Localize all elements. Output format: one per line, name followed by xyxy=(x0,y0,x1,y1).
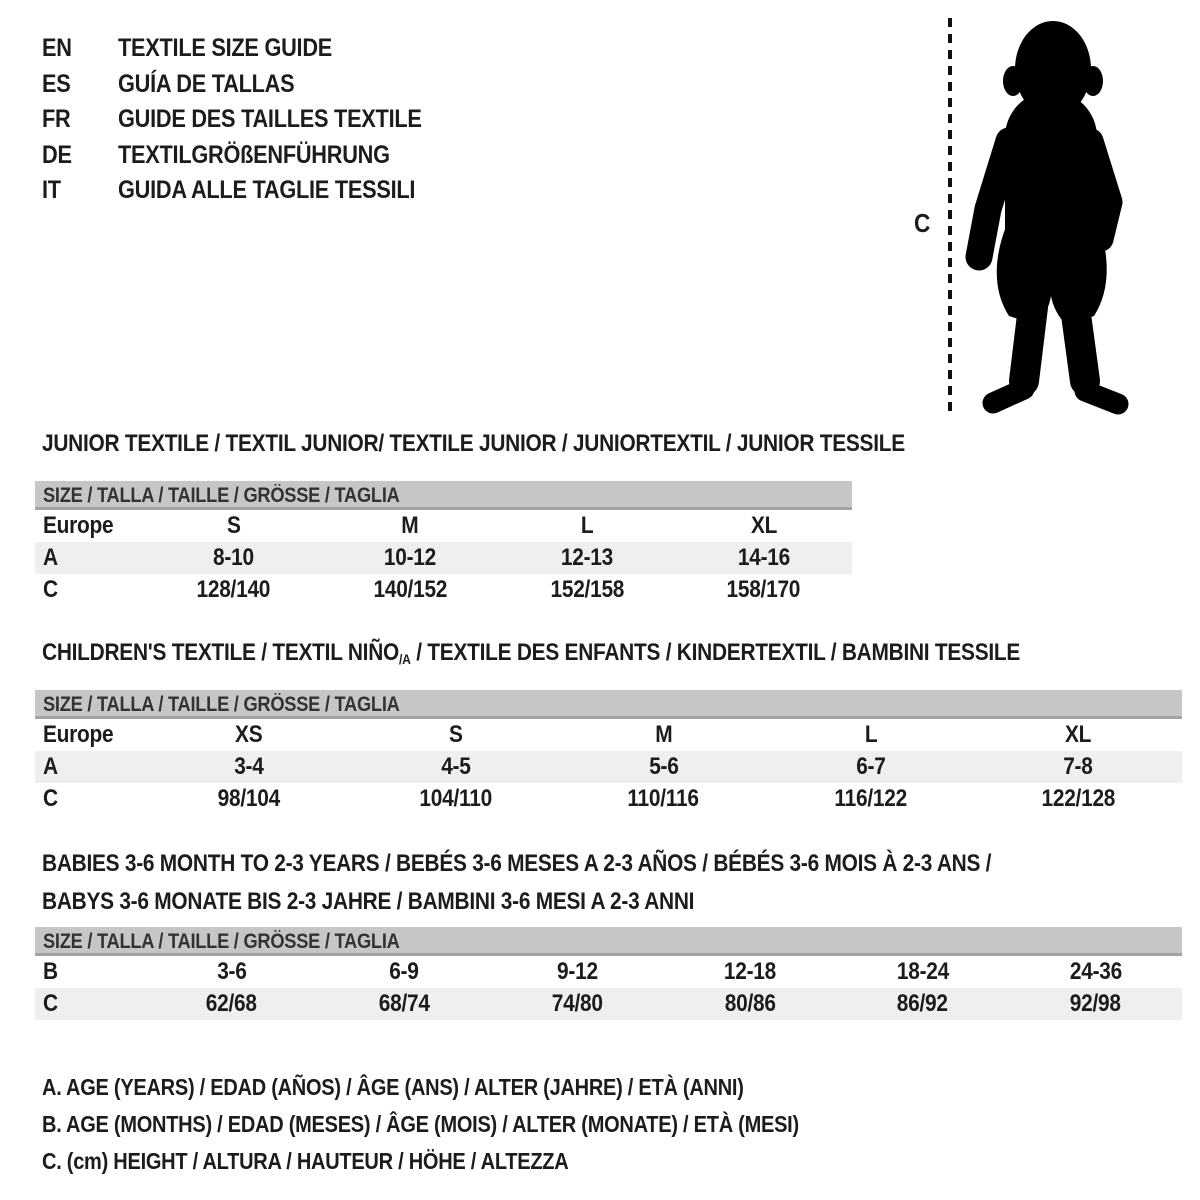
months-cell: 18-24 xyxy=(896,958,949,985)
legend-footnotes xyxy=(42,1069,912,1180)
age-cell: 4-5 xyxy=(441,753,471,780)
table-row-europe xyxy=(35,719,1182,751)
table-row-months xyxy=(35,956,1182,988)
table-row-europe xyxy=(35,510,852,542)
size-cell: XL xyxy=(750,512,777,539)
guide-title: TEXTILGRÖßENFÜHRUNG xyxy=(118,140,390,169)
junior-size-table xyxy=(35,481,852,606)
guide-title: GUIDE DES TAILLES TEXTILE xyxy=(118,105,422,134)
age-cell: 6-7 xyxy=(856,753,886,780)
nino-a-subscript: /A xyxy=(399,651,411,667)
height-cell: 158/170 xyxy=(726,576,801,603)
language-code: FR xyxy=(42,105,71,134)
table-row-age xyxy=(35,542,852,574)
size-cell: L xyxy=(864,721,878,748)
size-cell: S xyxy=(449,721,463,748)
language-code: ES xyxy=(42,69,71,98)
children-section-heading: CHILDREN'S TEXTILE / TEXTIL NIÑO/A / TEXTILE DES ENFANTS / KINDERTEXTIL / BAMBINI TESSILE xyxy=(42,639,1021,667)
row-label: C xyxy=(43,785,58,812)
height-measure-dashed-line xyxy=(948,18,952,417)
months-cell: 12-18 xyxy=(723,958,776,985)
guide-title: GUÍA DE TALLAS xyxy=(118,69,295,98)
height-cell: 116/122 xyxy=(834,785,908,812)
table-row-height xyxy=(35,988,1182,1020)
row-label: A xyxy=(43,544,58,571)
table-row-height xyxy=(35,783,1182,815)
row-label: A xyxy=(43,753,58,780)
height-cell: 152/158 xyxy=(550,576,624,603)
size-cell: L xyxy=(580,512,594,539)
height-cell: 140/152 xyxy=(373,576,447,603)
row-label: B xyxy=(43,958,58,985)
height-cell: 92/98 xyxy=(1070,990,1122,1017)
language-row-de xyxy=(42,138,467,174)
language-row-en xyxy=(42,31,467,67)
age-cell: 8-10 xyxy=(212,544,254,571)
height-cell: 104/110 xyxy=(419,785,493,812)
months-cell: 24-36 xyxy=(1069,958,1122,985)
height-cell: 110/116 xyxy=(627,785,700,812)
table-row-height xyxy=(35,574,852,606)
language-code: DE xyxy=(42,140,72,169)
size-cell: XS xyxy=(235,721,263,748)
language-title-list xyxy=(42,31,467,209)
footnote-height-cm: C. (cm) HEIGHT / ALTURA / HAUTEUR / HÖHE / ALTEZZA xyxy=(42,1148,569,1174)
guide-title: TEXTILE SIZE GUIDE xyxy=(118,34,333,63)
age-cell: 3-4 xyxy=(233,753,264,780)
footnote-age-months: B. AGE (MONTHS) / EDAD (MESES) / ÂGE (MOIS) / ALTER (MONATE) / ETÀ (MESI) xyxy=(42,1111,799,1137)
size-header-bar: SIZE / TALLA / TAILLE / GRÖSSE / TAGLIA xyxy=(35,927,1182,956)
language-row-fr xyxy=(42,102,467,138)
height-cell: 86/92 xyxy=(897,990,949,1017)
height-measure-label: C xyxy=(914,208,931,238)
size-header-bar: SIZE / TALLA / TAILLE / GRÖSSE / TAGLIA xyxy=(35,690,1182,719)
size-cell: S xyxy=(226,512,241,539)
baby-silhouette-icon xyxy=(963,18,1138,420)
footnote-age-years: A. AGE (YEARS) / EDAD (AÑOS) / ÂGE (ANS) / ALTER (JAHRE) / ETÀ (ANNI) xyxy=(42,1074,744,1100)
height-cell: 74/80 xyxy=(551,990,603,1017)
row-label: C xyxy=(43,576,58,603)
height-cell: 122/128 xyxy=(1041,785,1116,812)
months-cell: 3-6 xyxy=(216,958,247,985)
height-cell: 62/68 xyxy=(205,990,257,1017)
age-cell: 5-6 xyxy=(648,753,679,780)
age-cell: 10-12 xyxy=(384,544,437,571)
babies-section-heading: BABIES 3-6 MONTH TO 2-3 YEARS / BEBÉS 3-6 MESES A 2-3 AÑOS / BÉBÉS 3-6 MOIS À 2-3 ANS / BABYS 3-6 MONATE BIS 2-3 JAHRE / BAMBINI 3-6 MESI A 2-3 ANNI xyxy=(42,850,992,915)
children-size-table xyxy=(35,690,1182,815)
age-cell: 12-13 xyxy=(560,544,613,571)
language-code: IT xyxy=(42,176,61,205)
size-cell: M xyxy=(401,512,419,539)
height-cell: 80/86 xyxy=(724,990,776,1017)
language-row-es xyxy=(42,67,467,103)
height-cell: 128/140 xyxy=(196,576,271,603)
junior-section-heading: JUNIOR TEXTILE / TEXTIL JUNIOR/ TEXTILE JUNIOR / JUNIORTEXTIL / JUNIOR TESSILE xyxy=(42,430,905,457)
months-cell: 9-12 xyxy=(556,958,598,985)
months-cell: 6-9 xyxy=(389,958,419,985)
height-cell: 98/104 xyxy=(217,785,280,812)
row-label: Europe xyxy=(43,721,114,748)
size-cell: XL xyxy=(1065,721,1092,748)
row-label: C xyxy=(43,990,58,1017)
row-label: Europe xyxy=(43,512,114,539)
size-header-bar: SIZE / TALLA / TAILLE / GRÖSSE / TAGLIA xyxy=(35,481,852,510)
height-cell: 68/74 xyxy=(378,990,430,1017)
age-cell: 14-16 xyxy=(737,544,790,571)
age-cell: 7-8 xyxy=(1063,753,1093,780)
language-row-it xyxy=(42,173,467,209)
language-code: EN xyxy=(42,34,72,63)
table-row-age xyxy=(35,751,1182,783)
guide-title: GUIDA ALLE TAGLIE TESSILI xyxy=(118,176,416,205)
size-cell: M xyxy=(654,721,673,748)
babies-size-table xyxy=(35,927,1182,1020)
